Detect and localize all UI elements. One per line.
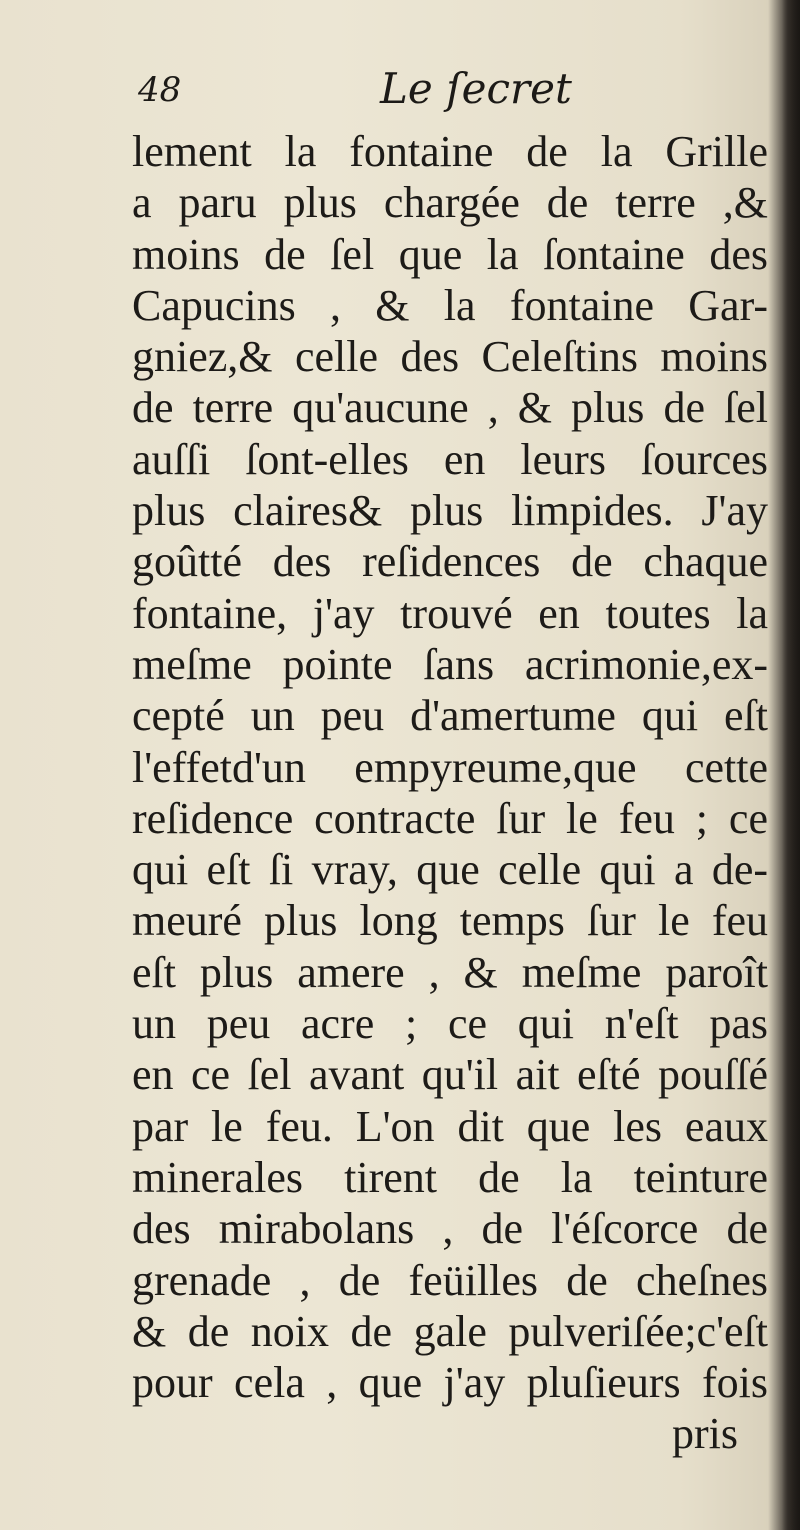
page-header (138, 62, 738, 122)
text-line: qui eſt ſi vray, que celle qui a de- (132, 845, 768, 895)
text-line: meſme pointe ſans acrimonie,ex- (132, 639, 768, 689)
text-line: l'effetd'un empyreume,que cette (132, 742, 768, 792)
text-line: lement la fontaine de la Grille (132, 127, 768, 176)
text-line: des mirabolans , de l'éſcorce de (132, 1204, 768, 1254)
text-line: auſſi ſont-elles en leurs ſources (132, 434, 768, 484)
text-line: & de noix de gale pulveriſée;c'eſt (132, 1306, 768, 1356)
text-line: meuré plus long temps ſur le feu (132, 896, 768, 946)
text-line: reſidence contracte ſur le feu ; ce (132, 793, 768, 843)
text-line: eſt plus amere , & meſme paroît (132, 947, 768, 997)
text-line: de terre qu'aucune , & plus de ſel (132, 383, 768, 433)
text-line: un peu acre ; ce qui n'eſt pas (132, 999, 768, 1049)
text-line: gniez,& celle des Celeſtins moins (132, 332, 768, 382)
text-line: en ce ſel avant qu'il ait eſté pouſſé (132, 1050, 768, 1100)
text-line: cepté un peu d'amertume qui eſt (132, 691, 768, 741)
text-line: moins de ſel que la ſontaine des (132, 229, 768, 279)
binding-shadow (782, 0, 800, 1530)
text-line: fontaine, j'ay trouvé en toutes la (132, 588, 768, 638)
text-line: goûtté des reſidences de chaque (132, 537, 768, 587)
running-title: Le ſecret (380, 64, 572, 113)
text-line: pour cela , que j'ay pluſieurs fois (132, 1358, 768, 1408)
text-line: minerales tirent de la teinture (132, 1152, 768, 1202)
text-line: grenade , de feüilles de cheſnes (132, 1255, 768, 1305)
text-line: par le feu. L'on dit que les eaux (132, 1101, 768, 1151)
text-line: plus claires& plus limpides. J'ay (132, 486, 768, 536)
catchword: pris (672, 1409, 738, 1458)
page-number: 48 (138, 70, 182, 110)
text-line: a paru plus chargée de terre ,& (132, 178, 768, 228)
text-line: Capucins , & la fontaine Gar- (132, 280, 768, 330)
body-text (132, 126, 768, 1408)
